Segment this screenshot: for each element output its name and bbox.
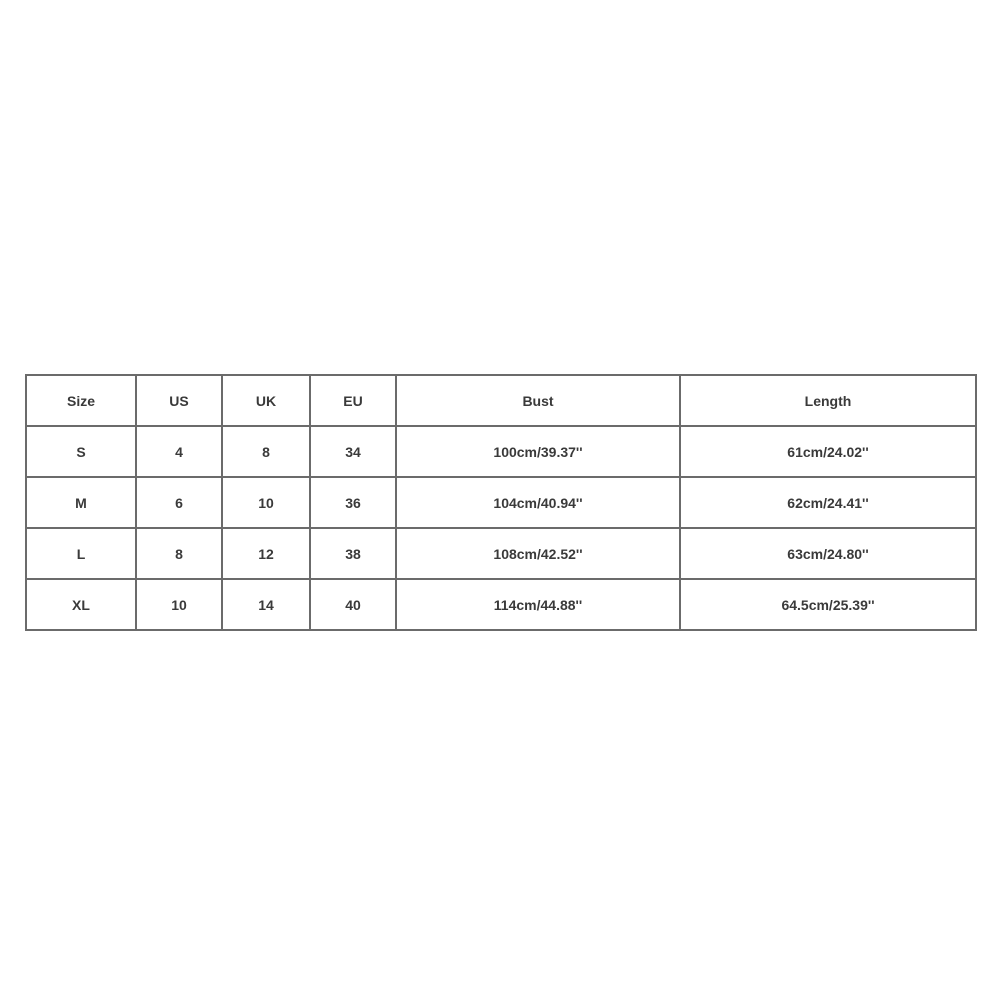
cell-uk: 12 [222, 528, 310, 579]
cell-length: 63cm/24.80'' [680, 528, 976, 579]
cell-bust: 100cm/39.37'' [396, 426, 680, 477]
table-row [26, 528, 976, 579]
cell-bust: 104cm/40.94'' [396, 477, 680, 528]
header-length: Length [680, 375, 976, 426]
cell-eu: 36 [310, 477, 396, 528]
cell-size: XL [26, 579, 136, 630]
header-size: Size [26, 375, 136, 426]
cell-eu: 40 [310, 579, 396, 630]
cell-uk: 10 [222, 477, 310, 528]
cell-eu: 38 [310, 528, 396, 579]
cell-size: M [26, 477, 136, 528]
header-us: US [136, 375, 222, 426]
cell-uk: 8 [222, 426, 310, 477]
cell-us: 8 [136, 528, 222, 579]
header-eu: EU [310, 375, 396, 426]
cell-length: 64.5cm/25.39'' [680, 579, 976, 630]
table-row [26, 426, 976, 477]
cell-size: L [26, 528, 136, 579]
cell-bust: 114cm/44.88'' [396, 579, 680, 630]
cell-eu: 34 [310, 426, 396, 477]
table-row [26, 579, 976, 630]
header-uk: UK [222, 375, 310, 426]
cell-us: 4 [136, 426, 222, 477]
header-bust: Bust [396, 375, 680, 426]
cell-bust: 108cm/42.52'' [396, 528, 680, 579]
table-row [26, 477, 976, 528]
size-chart-table [25, 374, 977, 631]
table-header-row [26, 375, 976, 426]
cell-us: 10 [136, 579, 222, 630]
cell-length: 61cm/24.02'' [680, 426, 976, 477]
cell-length: 62cm/24.41'' [680, 477, 976, 528]
cell-us: 6 [136, 477, 222, 528]
cell-size: S [26, 426, 136, 477]
cell-uk: 14 [222, 579, 310, 630]
